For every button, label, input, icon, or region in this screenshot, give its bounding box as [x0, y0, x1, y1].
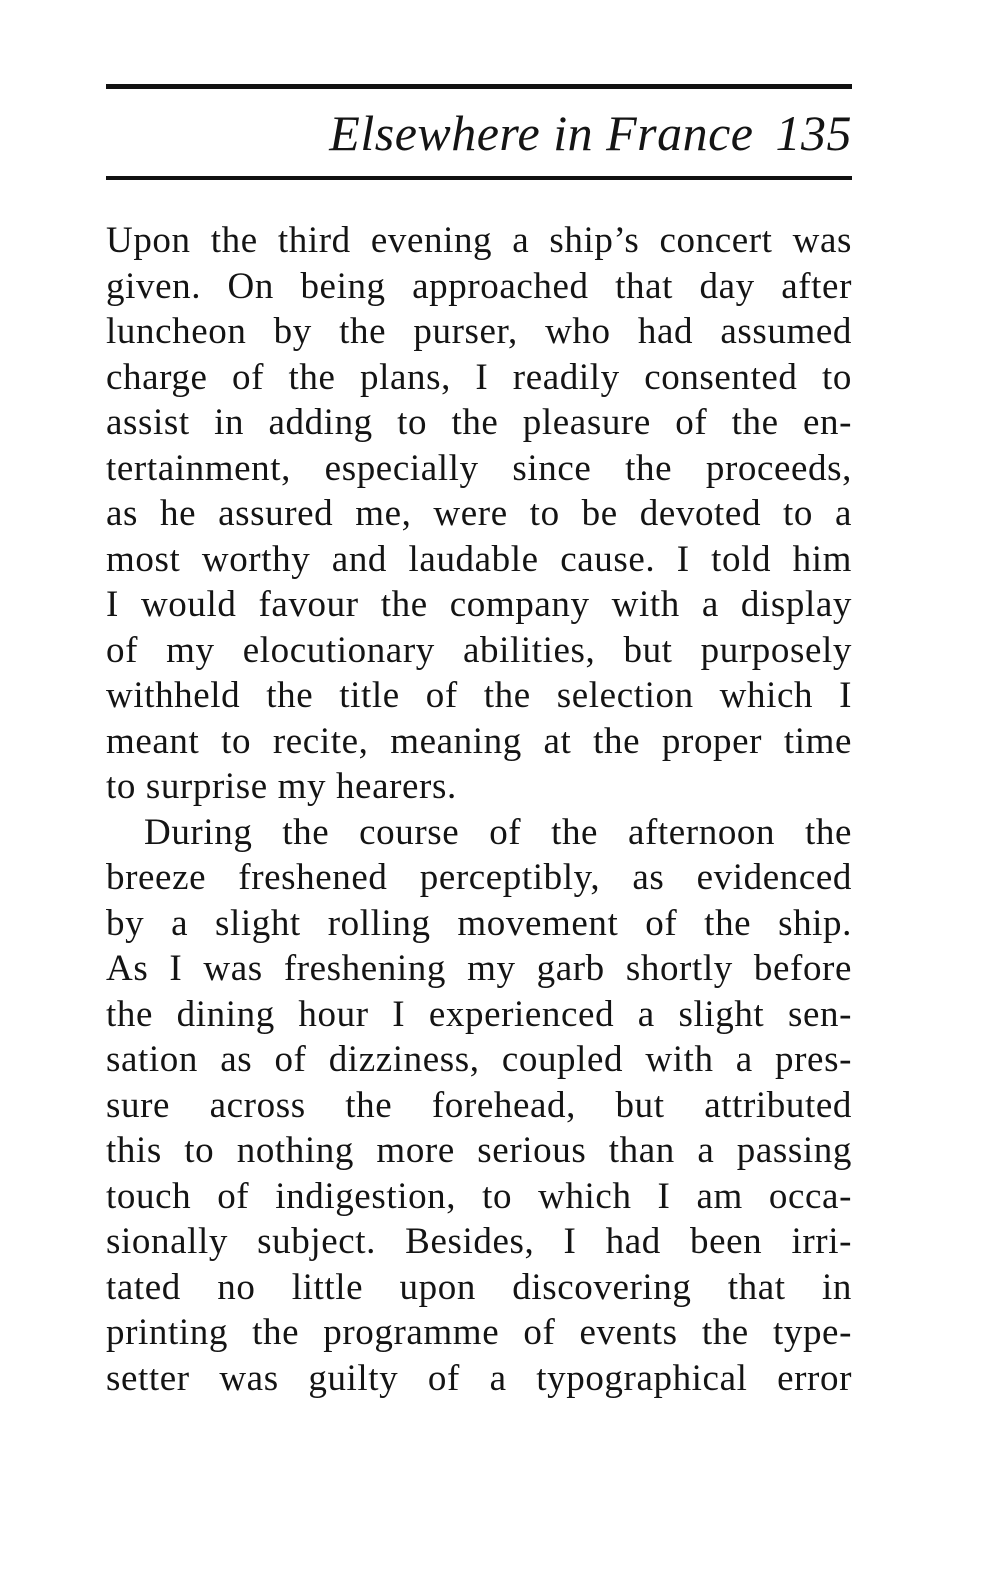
text-line: sation as of dizziness, coupled with a pres-: [106, 1039, 852, 1080]
text-line: As I was freshening my garb shortly before: [106, 948, 852, 989]
header-top-rule: [106, 84, 852, 89]
text-line: most worthy and laudable cause. I told him: [106, 538, 852, 580]
text-line: withheld the title of the selection which I: [106, 675, 852, 716]
page-number: 135: [775, 105, 852, 161]
text-line: meant to recite, meaning at the proper time: [106, 720, 852, 762]
text-line: sionally subject. Besides, I had been irri-: [106, 1221, 852, 1262]
text-line: luncheon by the purser, who had assumed: [106, 311, 852, 352]
text-line: breeze freshened perceptibly, as evidenced: [106, 857, 852, 898]
text-line: the dining hour I experienced a slight sen-: [106, 993, 852, 1035]
text-line: given. On being approached that day after: [106, 265, 852, 307]
paragraph-2: [106, 810, 852, 1402]
text-line: Upon the third evening a ship’s concert was: [106, 220, 852, 261]
running-head: [106, 98, 852, 168]
text-line: touch of indigestion, to which I am occa-: [106, 1175, 852, 1217]
paragraph-1: [106, 218, 852, 810]
text-line: I would favour the company with a display: [106, 584, 852, 625]
header-bottom-rule: [106, 176, 852, 180]
text-line: of my elocutionary abilities, but purposely: [106, 629, 852, 671]
running-head-title: Elsewhere in France: [329, 105, 754, 161]
text-line: this to nothing more serious than a passing: [106, 1130, 852, 1171]
text-line: tated no little upon discovering that in: [106, 1266, 852, 1308]
text-line: as he assured me, were to be devoted to a: [106, 493, 852, 534]
text-line: printing the programme of events the type-: [106, 1312, 852, 1353]
text-line: setter was guilty of a typographical error: [106, 1357, 852, 1399]
text-line: assist in adding to the pleasure of the en-: [106, 402, 852, 443]
text-line: sure across the forehead, but attributed: [106, 1084, 852, 1126]
text-line: charge of the plans, I readily consented to: [106, 356, 852, 398]
text-line: During the course of the afternoon the: [144, 811, 852, 853]
text-line: to surprise my hearers.: [106, 766, 457, 807]
text-line: by a slight rolling movement of the ship.: [106, 902, 852, 944]
body-text: [106, 218, 852, 1401]
text-line: tertainment, especially since the proceeds,: [106, 447, 852, 489]
